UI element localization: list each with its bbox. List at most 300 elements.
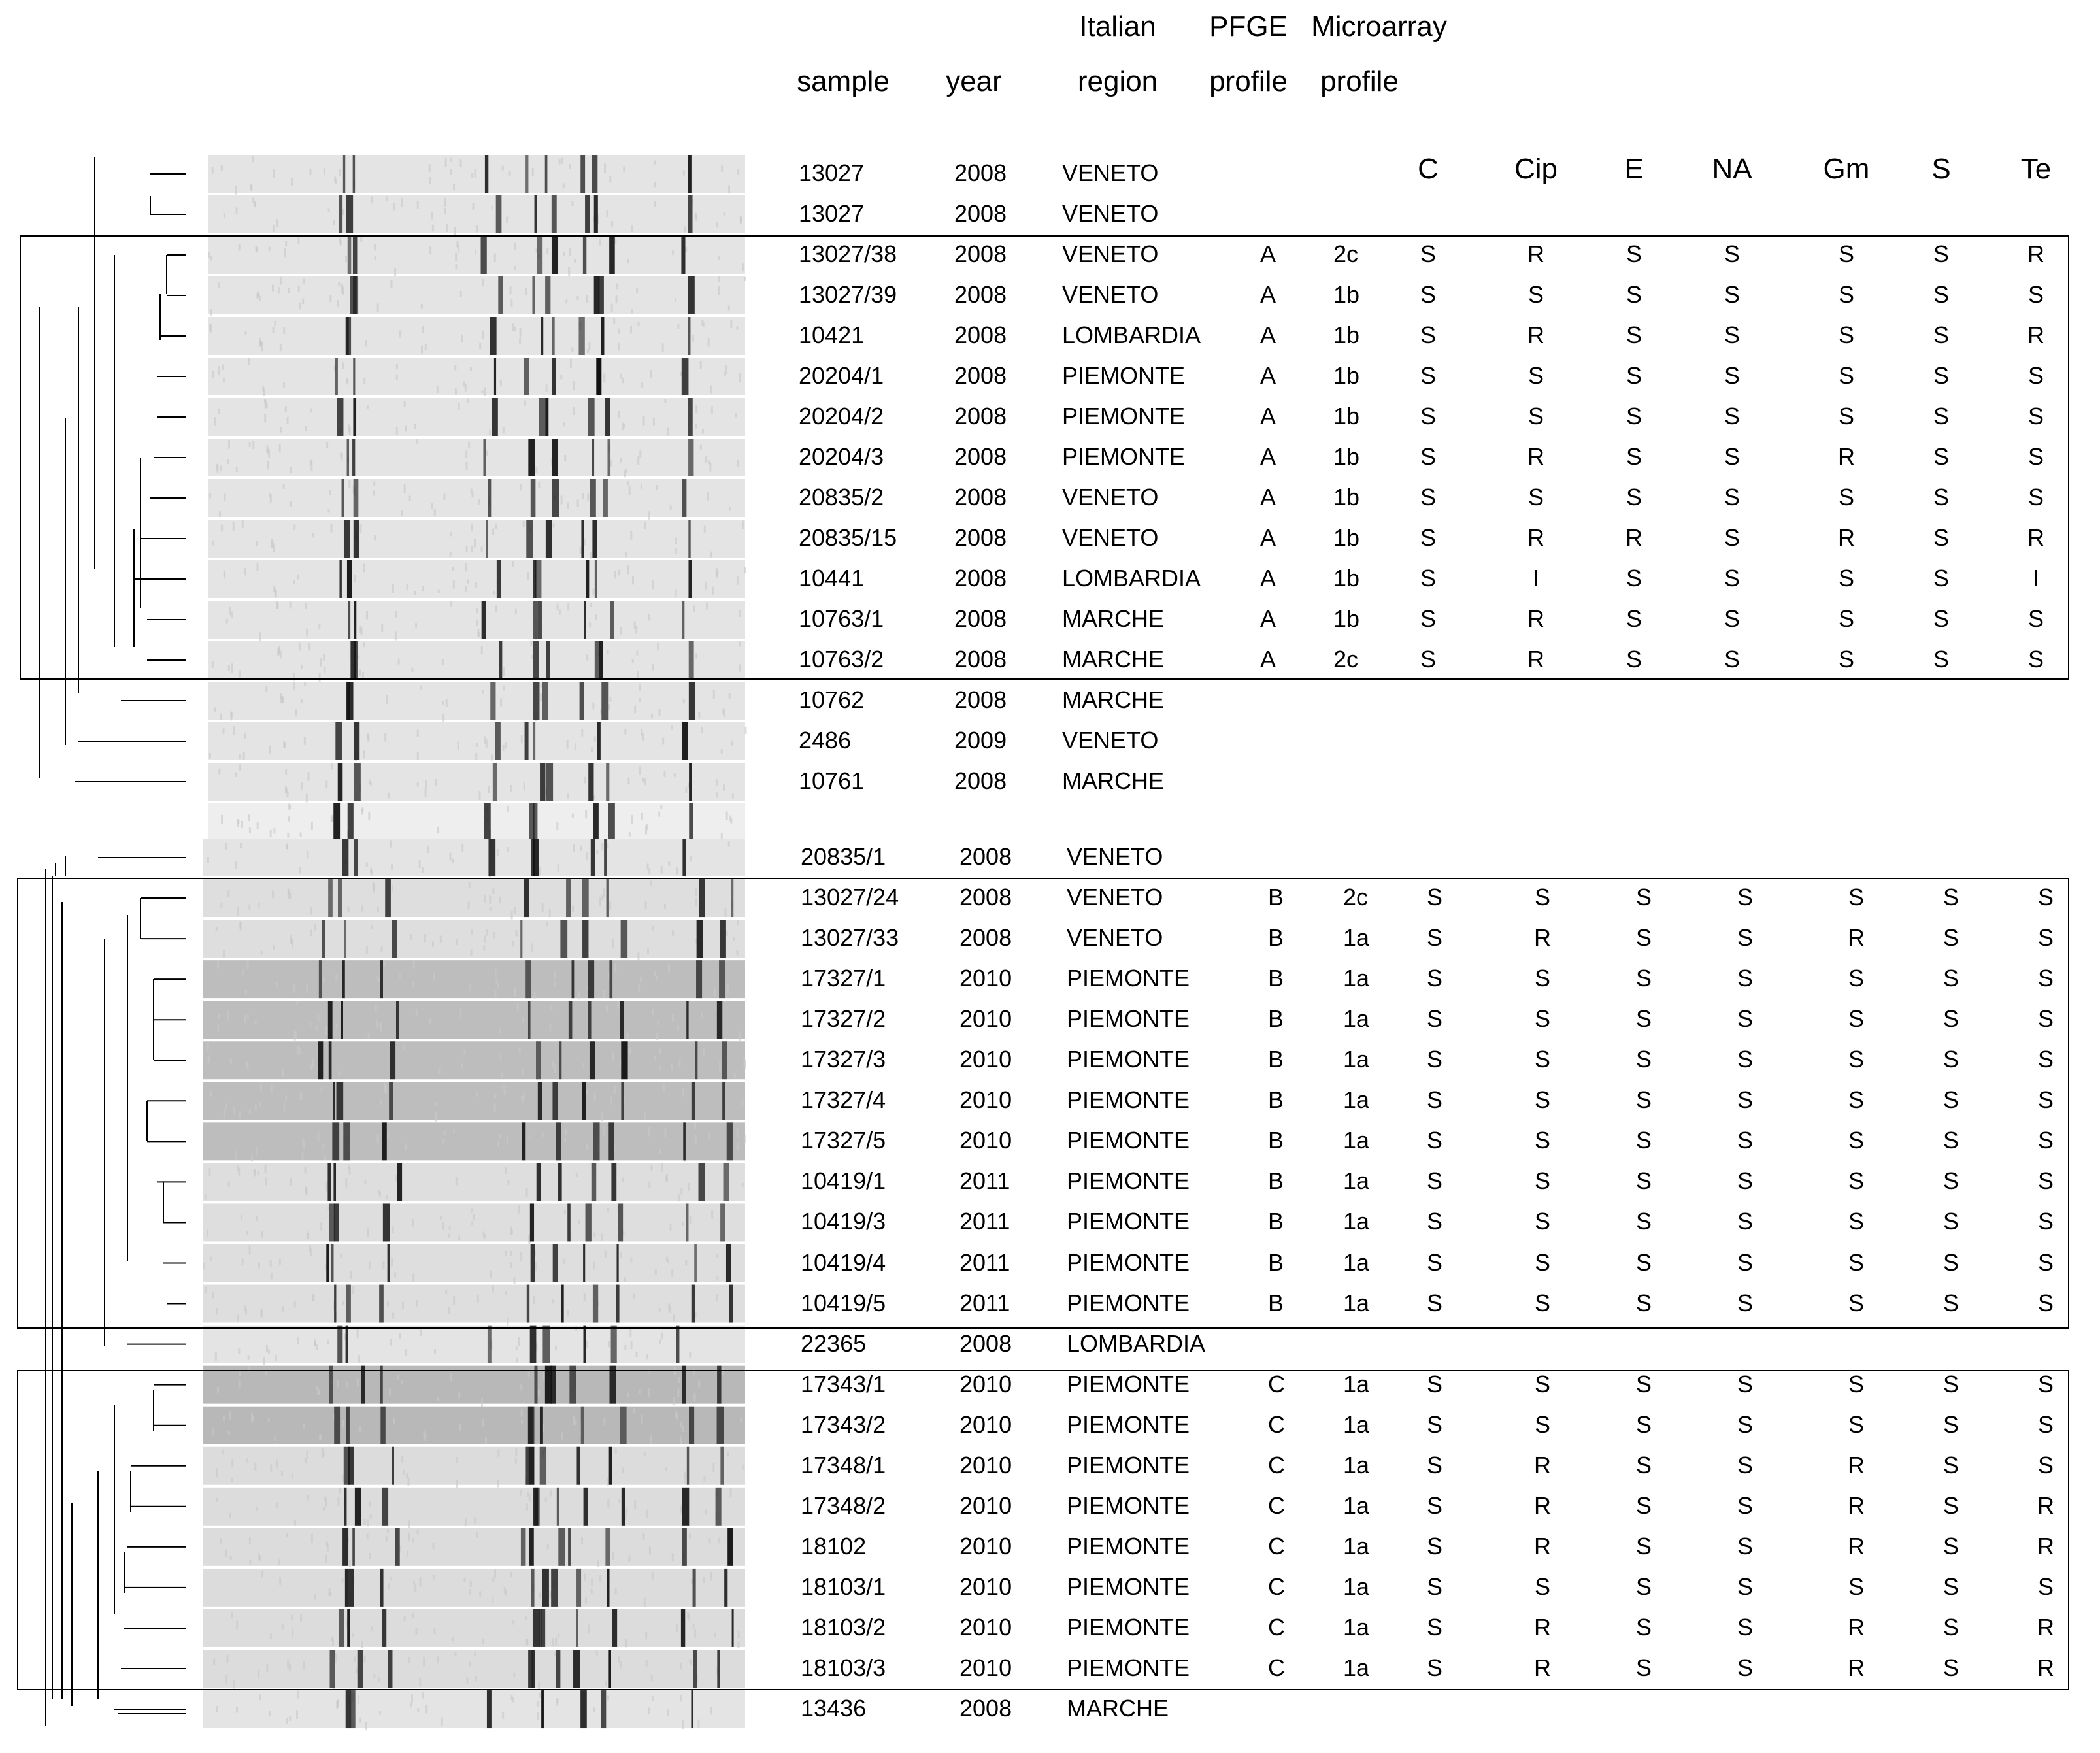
row-micro: 1a	[1343, 1005, 1370, 1033]
row-resistance: S	[1625, 241, 1642, 267]
row-region: PIEMONTE	[1067, 1167, 1190, 1195]
row-resistance: R	[2027, 524, 2044, 551]
row-region: VENETO	[1062, 200, 1159, 227]
row-year: 2010	[959, 1086, 1012, 1114]
row-resistance: S	[1625, 403, 1642, 429]
row-resistance: S	[1527, 403, 1544, 429]
row-pfge: B	[1268, 1208, 1284, 1235]
row-pfge: C	[1268, 1411, 1285, 1438]
row-resistance: S	[1942, 1370, 1959, 1397]
row-resistance: R	[2027, 241, 2044, 267]
row-micro: 1a	[1343, 1127, 1370, 1154]
row-resistance: S	[1737, 1046, 1753, 1073]
row-sample: 10763/2	[799, 646, 884, 673]
row-resistance: S	[2037, 1573, 2054, 1600]
row-region: VENETO	[1062, 241, 1159, 267]
row-resistance: S	[1942, 1492, 1959, 1519]
row-resistance: S	[1420, 524, 1436, 551]
row-micro: 1b	[1333, 524, 1360, 551]
row-resistance: S	[2037, 965, 2054, 992]
row-resistance: S	[1942, 1654, 1959, 1681]
row-year: 2008	[954, 200, 1007, 227]
row-sample: 18102	[801, 1532, 867, 1560]
row-region: PIEMONTE	[1067, 1411, 1190, 1438]
row-resistance: S	[1420, 322, 1436, 348]
row-resistance: R	[1534, 924, 1551, 952]
row-resistance: S	[1737, 1127, 1753, 1154]
row-resistance: R	[2037, 1613, 2054, 1641]
row-region: PIEMONTE	[1067, 1613, 1190, 1641]
row-resistance: S	[1534, 1167, 1550, 1195]
antibiotic-header: NA	[1712, 153, 1752, 185]
row-resistance: S	[2037, 1248, 2054, 1276]
group-box-pfge-b	[17, 878, 2069, 1329]
row-resistance: S	[1426, 965, 1442, 992]
row-region: PIEMONTE	[1067, 1654, 1190, 1681]
row-pfge: A	[1260, 362, 1276, 389]
row-resistance: S	[1933, 281, 1949, 308]
row-resistance: S	[1737, 1492, 1753, 1519]
row-sample: 17348/1	[801, 1451, 886, 1478]
row-resistance: S	[1942, 1573, 1959, 1600]
row-resistance: S	[1942, 965, 1959, 992]
row-sample: 17327/3	[801, 1046, 886, 1073]
row-resistance: S	[1838, 484, 1854, 510]
row-sample: 13027/33	[801, 924, 899, 952]
row-micro: 1b	[1333, 565, 1360, 592]
row-pfge: B	[1268, 924, 1284, 952]
row-resistance: S	[1420, 646, 1436, 673]
row-resistance: S	[1942, 1046, 1959, 1073]
row-resistance: S	[1625, 322, 1642, 348]
row-pfge: B	[1268, 1289, 1284, 1316]
row-year: 2008	[954, 565, 1007, 592]
row-resistance: S	[1848, 884, 1864, 911]
row-region: PIEMONTE	[1067, 1046, 1190, 1073]
row-micro: 1a	[1343, 1532, 1370, 1560]
row-resistance: S	[1942, 1127, 1959, 1154]
row-region: LOMBARDIA	[1062, 322, 1201, 348]
row-sample: 10762	[799, 686, 865, 713]
row-resistance: R	[1534, 1451, 1551, 1478]
row-resistance: R	[1625, 524, 1642, 551]
row-pfge: A	[1260, 524, 1276, 551]
row-resistance: S	[1420, 443, 1436, 470]
row-resistance: S	[2027, 362, 2044, 389]
row-region: PIEMONTE	[1067, 1248, 1190, 1276]
row-region: PIEMONTE	[1067, 1127, 1190, 1154]
row-region: PIEMONTE	[1067, 1370, 1190, 1397]
row-resistance: S	[2037, 1005, 2054, 1033]
row-micro: 1a	[1343, 1289, 1370, 1316]
row-resistance: S	[1848, 1208, 1864, 1235]
row-sample: 20835/15	[799, 524, 897, 551]
row-resistance: S	[1635, 1370, 1652, 1397]
row-pfge: A	[1260, 322, 1276, 348]
row-resistance: S	[1635, 884, 1652, 911]
row-resistance: S	[1848, 1573, 1864, 1600]
row-resistance: S	[1848, 1289, 1864, 1316]
row-sample: 10419/4	[801, 1248, 886, 1276]
header-sample: sample	[797, 65, 890, 97]
row-micro: 1b	[1333, 403, 1360, 429]
row-resistance: S	[2037, 884, 2054, 911]
row-year: 2008	[959, 924, 1012, 952]
row-year: 2008	[954, 159, 1007, 186]
row-resistance: R	[1527, 443, 1544, 470]
row-year: 2008	[959, 843, 1012, 870]
row-resistance: S	[1426, 1492, 1442, 1519]
row-region: VENETO	[1062, 281, 1159, 308]
header-microarray-line1: Microarray	[1311, 10, 1447, 42]
row-resistance: S	[1737, 1208, 1753, 1235]
row-sample: 20835/1	[801, 843, 886, 870]
row-micro: 1b	[1333, 484, 1360, 510]
row-sample: 10419/3	[801, 1208, 886, 1235]
row-sample: 13027/38	[799, 241, 897, 267]
row-resistance: S	[1942, 1248, 1959, 1276]
row-resistance: S	[1724, 443, 1740, 470]
row-resistance: S	[1737, 1086, 1753, 1114]
row-resistance: S	[1420, 565, 1436, 592]
row-resistance: S	[1933, 322, 1949, 348]
group-box-pfge-c	[17, 1370, 2069, 1690]
row-micro: 1a	[1343, 924, 1370, 952]
row-micro: 1a	[1343, 1451, 1370, 1478]
row-year: 2008	[954, 646, 1007, 673]
row-resistance: S	[2037, 1046, 2054, 1073]
antibiotic-header: E	[1624, 153, 1644, 185]
row-resistance: R	[1527, 241, 1544, 267]
row-sample: 20204/1	[799, 362, 884, 389]
row-resistance: S	[1838, 281, 1854, 308]
row-resistance: S	[1848, 1370, 1864, 1397]
row-pfge: B	[1268, 1248, 1284, 1276]
row-resistance: S	[1942, 1167, 1959, 1195]
row-sample: 18103/1	[801, 1573, 886, 1600]
row-resistance: S	[1933, 403, 1949, 429]
row-pfge: B	[1268, 1127, 1284, 1154]
row-year: 2008	[954, 605, 1007, 632]
row-resistance: S	[1933, 241, 1949, 267]
row-resistance: R	[1848, 1613, 1865, 1641]
row-resistance: S	[1420, 605, 1436, 632]
row-resistance: S	[1724, 646, 1740, 673]
row-resistance: S	[1534, 1127, 1550, 1154]
row-resistance: R	[1848, 1451, 1865, 1478]
row-resistance: S	[1420, 484, 1436, 510]
row-resistance: S	[1942, 1532, 1959, 1560]
row-resistance: S	[1933, 484, 1949, 510]
row-resistance: S	[1942, 884, 1959, 911]
row-resistance: S	[1724, 362, 1740, 389]
row-year: 2010	[959, 1046, 1012, 1073]
row-resistance: S	[1942, 1086, 1959, 1114]
row-pfge: B	[1268, 884, 1284, 911]
row-year: 2010	[959, 1492, 1012, 1519]
row-year: 2011	[959, 1208, 1010, 1235]
row-region: PIEMONTE	[1062, 443, 1186, 470]
row-pfge: A	[1260, 443, 1276, 470]
row-sample: 17343/2	[801, 1411, 886, 1438]
row-resistance: S	[1737, 1613, 1753, 1641]
row-pfge: B	[1268, 965, 1284, 992]
row-micro: 1b	[1333, 443, 1360, 470]
row-resistance: S	[1635, 1248, 1652, 1276]
row-resistance: S	[1635, 1492, 1652, 1519]
row-resistance: R	[1527, 646, 1544, 673]
row-resistance: S	[1942, 1289, 1959, 1316]
row-year: 2010	[959, 1613, 1012, 1641]
antibiotic-header: Gm	[1823, 153, 1870, 185]
row-pfge: B	[1268, 1005, 1284, 1033]
row-resistance: R	[1848, 1654, 1865, 1681]
row-micro: 1a	[1343, 1613, 1370, 1641]
row-resistance: R	[1534, 1654, 1551, 1681]
row-year: 2010	[959, 1005, 1012, 1033]
row-resistance: S	[1635, 1127, 1652, 1154]
row-sample: 13027/39	[799, 281, 897, 308]
row-resistance: R	[1534, 1613, 1551, 1641]
row-resistance: S	[1737, 965, 1753, 992]
row-region: VENETO	[1067, 924, 1163, 952]
row-resistance: S	[1724, 524, 1740, 551]
row-resistance: S	[1724, 565, 1740, 592]
row-resistance: S	[1534, 1208, 1550, 1235]
row-resistance: S	[1737, 884, 1753, 911]
row-region: PIEMONTE	[1062, 403, 1186, 429]
row-resistance: S	[1724, 484, 1740, 510]
row-year: 2011	[959, 1167, 1010, 1195]
row-resistance: S	[1534, 1046, 1550, 1073]
row-resistance: S	[1534, 965, 1550, 992]
row-region: PIEMONTE	[1067, 1492, 1190, 1519]
row-resistance: I	[2032, 565, 2039, 592]
row-region: VENETO	[1067, 843, 1163, 870]
row-resistance: S	[1527, 281, 1544, 308]
row-resistance: S	[1635, 1005, 1652, 1033]
row-resistance: S	[1534, 884, 1550, 911]
row-region: MARCHE	[1062, 646, 1165, 673]
row-resistance: R	[2037, 1492, 2054, 1519]
row-resistance: S	[2027, 443, 2044, 470]
row-resistance: S	[2037, 924, 2054, 952]
row-resistance: S	[1534, 1086, 1550, 1114]
row-pfge: A	[1260, 484, 1276, 510]
antibiotic-header: Cip	[1514, 153, 1558, 185]
row-resistance: S	[2037, 1127, 2054, 1154]
row-resistance: S	[1420, 241, 1436, 267]
row-resistance: S	[1534, 1370, 1550, 1397]
row-resistance: S	[1426, 1451, 1442, 1478]
row-year: 2008	[959, 884, 1012, 911]
row-resistance: S	[1426, 1654, 1442, 1681]
row-pfge: A	[1260, 281, 1276, 308]
row-resistance: S	[1635, 1167, 1652, 1195]
row-resistance: S	[1426, 1289, 1442, 1316]
row-year: 2008	[954, 686, 1007, 713]
row-year: 2011	[959, 1248, 1010, 1276]
row-pfge: A	[1260, 403, 1276, 429]
row-resistance: R	[1534, 1492, 1551, 1519]
row-resistance: S	[1426, 1086, 1442, 1114]
row-region: MARCHE	[1062, 767, 1165, 794]
row-pfge: B	[1268, 1086, 1284, 1114]
row-resistance: S	[1635, 1086, 1652, 1114]
row-resistance: S	[1426, 1167, 1442, 1195]
row-resistance: S	[1848, 1046, 1864, 1073]
row-resistance: S	[1426, 1370, 1442, 1397]
row-region: PIEMONTE	[1067, 1005, 1190, 1033]
row-resistance: S	[1848, 1005, 1864, 1033]
row-resistance: S	[1635, 965, 1652, 992]
row-resistance: S	[1737, 1167, 1753, 1195]
row-resistance: S	[1420, 362, 1436, 389]
row-resistance: S	[1838, 565, 1854, 592]
row-pfge: B	[1268, 1046, 1284, 1073]
row-resistance: S	[1942, 1451, 1959, 1478]
row-resistance: R	[1838, 524, 1855, 551]
row-resistance: S	[1426, 1248, 1442, 1276]
row-micro: 1a	[1343, 1573, 1370, 1600]
row-region: MARCHE	[1062, 605, 1165, 632]
row-region: LOMBARDIA	[1067, 1329, 1206, 1357]
row-resistance: S	[1534, 1005, 1550, 1033]
row-sample: 18103/2	[801, 1613, 886, 1641]
row-resistance: S	[1737, 1289, 1753, 1316]
row-resistance: S	[1625, 565, 1642, 592]
row-year: 2010	[959, 1411, 1012, 1438]
row-region: PIEMONTE	[1067, 1208, 1190, 1235]
row-resistance: S	[1635, 1046, 1652, 1073]
row-resistance: S	[1426, 1127, 1442, 1154]
row-region: MARCHE	[1067, 1695, 1169, 1722]
row-resistance: S	[1426, 1005, 1442, 1033]
row-resistance: S	[1848, 1411, 1864, 1438]
row-resistance: S	[1737, 1248, 1753, 1276]
row-resistance: S	[1420, 403, 1436, 429]
row-sample: 10419/1	[801, 1167, 886, 1195]
row-resistance: S	[1724, 241, 1740, 267]
row-year: 2011	[959, 1289, 1010, 1316]
row-resistance: S	[1625, 605, 1642, 632]
row-resistance: S	[1942, 924, 1959, 952]
header-region-line1: Italian	[1079, 10, 1156, 42]
header-pfge-line2: profile	[1209, 65, 1288, 97]
row-year: 2008	[954, 403, 1007, 429]
row-resistance: R	[1848, 1532, 1865, 1560]
row-sample: 2486	[799, 727, 852, 754]
row-resistance: S	[1534, 1573, 1550, 1600]
row-micro: 1a	[1343, 1370, 1370, 1397]
row-resistance: S	[1635, 1532, 1652, 1560]
row-region: PIEMONTE	[1062, 362, 1186, 389]
row-region: VENETO	[1062, 727, 1159, 754]
row-sample: 17327/2	[801, 1005, 886, 1033]
row-pfge: C	[1268, 1532, 1285, 1560]
row-resistance: S	[1737, 1532, 1753, 1560]
header-microarray-line2: profile	[1320, 65, 1399, 97]
row-resistance: S	[1848, 1248, 1864, 1276]
row-year: 2008	[954, 241, 1007, 267]
row-resistance: S	[2037, 1451, 2054, 1478]
row-region: PIEMONTE	[1067, 1573, 1190, 1600]
row-resistance: S	[1635, 1451, 1652, 1478]
row-resistance: S	[1635, 1654, 1652, 1681]
row-resistance: S	[2027, 281, 2044, 308]
row-sample: 17343/1	[801, 1370, 886, 1397]
row-resistance: S	[1426, 1411, 1442, 1438]
antibiotic-header: S	[1931, 153, 1951, 185]
row-year: 2008	[959, 1329, 1012, 1357]
row-year: 2008	[954, 443, 1007, 470]
row-year: 2010	[959, 1370, 1012, 1397]
row-resistance: R	[1527, 322, 1544, 348]
row-resistance: S	[2027, 646, 2044, 673]
row-region: VENETO	[1062, 484, 1159, 510]
row-resistance: S	[2037, 1370, 2054, 1397]
row-pfge: C	[1268, 1573, 1285, 1600]
header-pfge-line1: PFGE	[1209, 10, 1288, 42]
row-resistance: R	[2037, 1654, 2054, 1681]
row-region: PIEMONTE	[1067, 1086, 1190, 1114]
row-sample: 10421	[799, 322, 865, 348]
row-resistance: S	[1635, 1613, 1652, 1641]
row-resistance: S	[1724, 605, 1740, 632]
row-resistance: S	[1942, 1208, 1959, 1235]
row-sample: 17348/2	[801, 1492, 886, 1519]
row-resistance: S	[2027, 484, 2044, 510]
row-resistance: S	[1625, 362, 1642, 389]
row-micro: 1b	[1333, 281, 1360, 308]
row-micro: 1b	[1333, 322, 1360, 348]
row-region: PIEMONTE	[1067, 965, 1190, 992]
row-resistance: R	[1838, 443, 1855, 470]
row-resistance: S	[1534, 1411, 1550, 1438]
row-year: 2008	[954, 322, 1007, 348]
row-year: 2010	[959, 1451, 1012, 1478]
row-region: MARCHE	[1062, 686, 1165, 713]
group-box-pfge-a	[20, 235, 2069, 680]
row-pfge: B	[1268, 1167, 1284, 1195]
row-sample: 20204/3	[799, 443, 884, 470]
row-micro: 1a	[1343, 965, 1370, 992]
row-resistance: S	[2037, 1208, 2054, 1235]
row-resistance: S	[1426, 1208, 1442, 1235]
row-resistance: S	[1426, 1532, 1442, 1560]
row-micro: 2c	[1343, 884, 1369, 911]
row-resistance: S	[1426, 884, 1442, 911]
row-region: PIEMONTE	[1067, 1532, 1190, 1560]
header-region-line2: region	[1077, 65, 1158, 97]
row-resistance: R	[2027, 322, 2044, 348]
row-resistance: S	[1933, 524, 1949, 551]
row-resistance: S	[1625, 484, 1642, 510]
row-resistance: S	[2027, 605, 2044, 632]
row-resistance: S	[1848, 965, 1864, 992]
row-year: 2010	[959, 1532, 1012, 1560]
row-region: PIEMONTE	[1067, 1451, 1190, 1478]
row-year: 2010	[959, 1573, 1012, 1600]
row-resistance: S	[1625, 443, 1642, 470]
row-micro: 1a	[1343, 1654, 1370, 1681]
row-resistance: S	[1724, 322, 1740, 348]
row-micro: 1a	[1343, 1167, 1370, 1195]
row-micro: 2c	[1333, 241, 1359, 267]
row-sample: 10419/5	[801, 1289, 886, 1316]
row-resistance: S	[1933, 443, 1949, 470]
antibiotic-header: C	[1418, 153, 1439, 185]
